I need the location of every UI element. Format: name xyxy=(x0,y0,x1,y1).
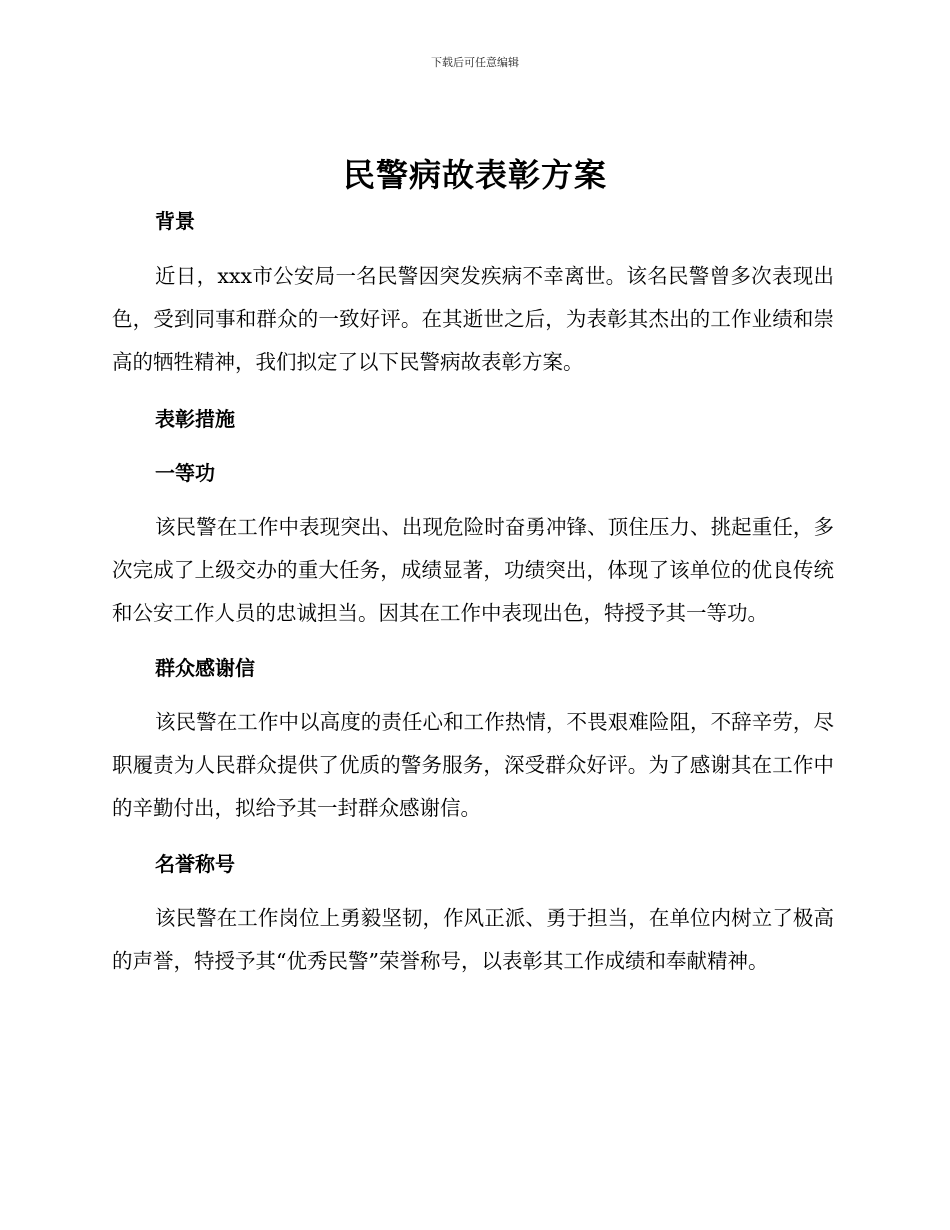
document-body xyxy=(112,200,834,983)
header-note: 下载后可任意编辑 xyxy=(431,56,519,69)
heading-thanks-letter: 群众感谢信 xyxy=(155,656,255,680)
paragraph-background: 近日，xxx市公安局一名民警因突发疾病不幸离世。该名民警曾多次表现出色，受到同事和群众的一致好评。在其逝世之后，为表彰其杰出的工作业绩和崇高的牺牲精神，我们拟定了以下民警病故表彰方案。 xyxy=(112,264,834,374)
heading-measures: 表彰措施 xyxy=(155,407,235,431)
heading-background: 背景 xyxy=(155,209,195,233)
heading-first-class-merit: 一等功 xyxy=(155,461,215,485)
document-title: 民警病故表彰方案 xyxy=(342,156,607,194)
paragraph-honorary-title: 该民警在工作岗位上勇毅坚韧，作风正派、勇于担当，在单位内树立了极高的声誉，特授予其“优秀民警”荣誉称号，以表彰其工作成绩和奉献精神。 xyxy=(112,906,834,973)
paragraph-first-class-merit: 该民警在工作中表现突出、出现危险时奋勇冲锋、顶住压力、挑起重任，多次完成了上级交办的重大任务，成绩显著，功绩突出，体现了该单位的优良传统和公安工作人员的忠诚担当。因其在工作中表现出色，特授予其一等功。 xyxy=(112,515,834,625)
heading-honorary-title: 名誉称号 xyxy=(155,852,235,876)
paragraph-thanks-letter: 该民警在工作中以高度的责任心和工作热情，不畏艰难险阻，不辞辛劳，尽职履责为人民群众提供了优质的警务服务，深受群众好评。为了感谢其在工作中的辛勤付出，拟给予其一封群众感谢信。 xyxy=(112,710,834,820)
